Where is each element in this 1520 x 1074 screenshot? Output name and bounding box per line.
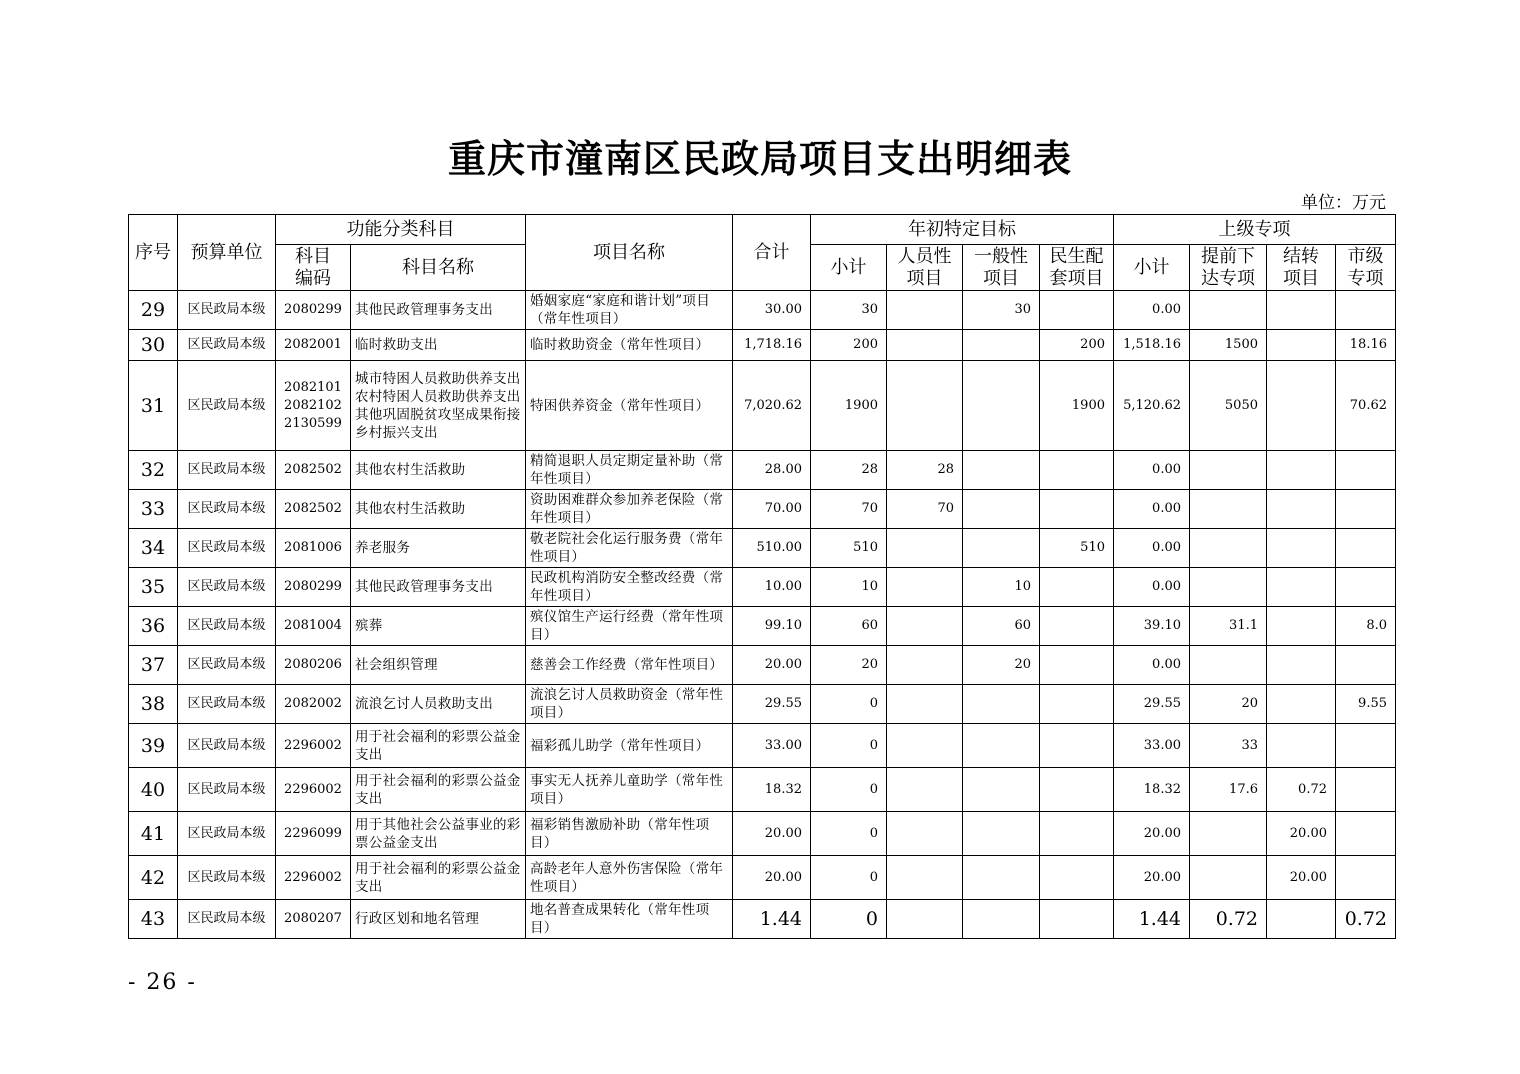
table-row	[129, 724, 1396, 768]
row-general: 10	[963, 568, 1040, 607]
row-seq: 34	[129, 529, 178, 568]
table-row	[129, 291, 1396, 330]
row-unit: 区民政局本级	[178, 361, 276, 451]
row-unit: 区民政局本级	[178, 330, 276, 361]
header-project: 项目名称	[526, 215, 733, 291]
page-title: 重庆市潼南区民政局项目支出明细表	[447, 136, 1072, 181]
row-unit: 区民政局本级	[178, 646, 276, 685]
row-code: 2080206	[276, 646, 351, 685]
header-city: 市级专项	[1336, 245, 1396, 291]
row-code: 2080299	[276, 568, 351, 607]
header-target-group: 年初特定目标	[811, 215, 1114, 245]
header-unit: 预算单位	[178, 215, 276, 291]
row-city	[1336, 529, 1396, 568]
row-city: 70.62	[1336, 361, 1396, 451]
row-advance: 20	[1190, 685, 1267, 724]
row-total: 70.00	[733, 490, 811, 529]
row-subject: 流浪乞讨人员救助支出	[351, 685, 526, 724]
row-unit: 区民政局本级	[178, 685, 276, 724]
row-target-subtotal: 0	[811, 724, 887, 768]
table-row	[129, 900, 1396, 939]
row-subject: 其他民政管理事务支出	[351, 291, 526, 330]
row-subject: 用于社会福利的彩票公益金支出	[351, 724, 526, 768]
row-livelihood	[1040, 900, 1114, 939]
row-livelihood	[1040, 685, 1114, 724]
row-carry	[1267, 451, 1336, 490]
row-general	[963, 361, 1040, 451]
row-total: 20.00	[733, 856, 811, 900]
row-upper-subtotal: 0.00	[1114, 291, 1190, 330]
row-advance: 17.6	[1190, 768, 1267, 812]
row-advance	[1190, 646, 1267, 685]
row-livelihood	[1040, 812, 1114, 856]
row-personnel	[887, 768, 963, 812]
row-city: 18.16	[1336, 330, 1396, 361]
row-subject: 用于其他社会公益事业的彩票公益金支出	[351, 812, 526, 856]
row-advance: 0.72	[1190, 900, 1267, 939]
row-advance	[1190, 568, 1267, 607]
row-personnel	[887, 291, 963, 330]
header-seq: 序号	[129, 215, 178, 291]
row-seq: 41	[129, 812, 178, 856]
row-unit: 区民政局本级	[178, 529, 276, 568]
row-city	[1336, 724, 1396, 768]
row-unit: 区民政局本级	[178, 900, 276, 939]
row-carry: 20.00	[1267, 812, 1336, 856]
row-livelihood: 200	[1040, 330, 1114, 361]
row-upper-subtotal: 0.00	[1114, 490, 1190, 529]
row-total: 510.00	[733, 529, 811, 568]
row-total: 20.00	[733, 812, 811, 856]
table-row	[129, 812, 1396, 856]
row-livelihood	[1040, 568, 1114, 607]
row-personnel	[887, 812, 963, 856]
table-row	[129, 685, 1396, 724]
row-code: 2080299	[276, 291, 351, 330]
row-seq: 29	[129, 291, 178, 330]
row-subject: 养老服务	[351, 529, 526, 568]
row-project: 特困供养资金（常年性项目）	[526, 361, 733, 451]
row-target-subtotal: 510	[811, 529, 887, 568]
row-upper-subtotal: 29.55	[1114, 685, 1190, 724]
row-city	[1336, 812, 1396, 856]
row-general: 20	[963, 646, 1040, 685]
row-unit: 区民政局本级	[178, 768, 276, 812]
header-total: 合计	[733, 215, 811, 291]
header-carry: 结转项目	[1267, 245, 1336, 291]
row-total: 30.00	[733, 291, 811, 330]
row-city	[1336, 490, 1396, 529]
row-unit: 区民政局本级	[178, 607, 276, 646]
project-expenditure-table	[128, 214, 1396, 939]
row-target-subtotal: 0	[811, 812, 887, 856]
row-carry	[1267, 607, 1336, 646]
header-target-subtotal: 小计	[811, 245, 887, 291]
row-upper-subtotal: 0.00	[1114, 568, 1190, 607]
row-code: 2080207	[276, 900, 351, 939]
row-subject: 临时救助支出	[351, 330, 526, 361]
row-unit: 区民政局本级	[178, 490, 276, 529]
row-unit: 区民政局本级	[178, 291, 276, 330]
row-code: 2296099	[276, 812, 351, 856]
row-general	[963, 812, 1040, 856]
row-total: 7,020.62	[733, 361, 811, 451]
row-personnel: 70	[887, 490, 963, 529]
row-carry: 0.72	[1267, 768, 1336, 812]
row-project: 精简退职人员定期定量补助（常年性项目）	[526, 451, 733, 490]
table-row	[129, 607, 1396, 646]
row-total: 29.55	[733, 685, 811, 724]
row-personnel	[887, 724, 963, 768]
row-target-subtotal: 10	[811, 568, 887, 607]
row-seq: 36	[129, 607, 178, 646]
row-seq: 42	[129, 856, 178, 900]
row-code: 2082002	[276, 685, 351, 724]
row-project: 慈善会工作经费（常年性项目）	[526, 646, 733, 685]
header-upper-group: 上级专项	[1114, 215, 1396, 245]
row-unit: 区民政局本级	[178, 724, 276, 768]
row-project: 资助困难群众参加养老保险（常年性项目）	[526, 490, 733, 529]
row-city	[1336, 768, 1396, 812]
row-target-subtotal: 1900	[811, 361, 887, 451]
row-target-subtotal: 28	[811, 451, 887, 490]
row-code: 2082001	[276, 330, 351, 361]
row-project: 民政机构消防安全整改经费（常年性项目）	[526, 568, 733, 607]
row-project: 事实无人抚养儿童助学（常年性项目）	[526, 768, 733, 812]
row-personnel	[887, 646, 963, 685]
row-target-subtotal: 60	[811, 607, 887, 646]
row-seq: 35	[129, 568, 178, 607]
row-total: 28.00	[733, 451, 811, 490]
row-code: 2081004	[276, 607, 351, 646]
row-total: 18.32	[733, 768, 811, 812]
row-project: 临时救助资金（常年性项目）	[526, 330, 733, 361]
row-advance	[1190, 291, 1267, 330]
header-code: 科目编码	[276, 245, 351, 291]
row-subject: 行政区划和地名管理	[351, 900, 526, 939]
row-city	[1336, 451, 1396, 490]
row-seq: 37	[129, 646, 178, 685]
header-upper-subtotal: 小计	[1114, 245, 1190, 291]
row-livelihood	[1040, 724, 1114, 768]
row-unit: 区民政局本级	[178, 451, 276, 490]
row-upper-subtotal: 33.00	[1114, 724, 1190, 768]
row-target-subtotal: 30	[811, 291, 887, 330]
row-advance: 33	[1190, 724, 1267, 768]
row-upper-subtotal: 20.00	[1114, 856, 1190, 900]
row-city	[1336, 856, 1396, 900]
row-city	[1336, 646, 1396, 685]
row-upper-subtotal: 1.44	[1114, 900, 1190, 939]
row-livelihood	[1040, 291, 1114, 330]
row-general	[963, 900, 1040, 939]
row-general	[963, 490, 1040, 529]
header-subject: 科目名称	[351, 245, 526, 291]
row-code: 2296002	[276, 724, 351, 768]
row-seq: 30	[129, 330, 178, 361]
row-advance: 1500	[1190, 330, 1267, 361]
row-code: 2082502	[276, 451, 351, 490]
unit-label: 单位：万元	[1301, 193, 1386, 213]
row-personnel	[887, 330, 963, 361]
row-general	[963, 451, 1040, 490]
row-livelihood: 1900	[1040, 361, 1114, 451]
row-general: 60	[963, 607, 1040, 646]
row-subject: 其他农村生活救助	[351, 490, 526, 529]
row-target-subtotal: 0	[811, 768, 887, 812]
row-general	[963, 768, 1040, 812]
row-seq: 31	[129, 361, 178, 451]
row-general	[963, 724, 1040, 768]
row-personnel	[887, 900, 963, 939]
row-general	[963, 330, 1040, 361]
row-code: 2082502	[276, 490, 351, 529]
row-code: 2081006	[276, 529, 351, 568]
row-seq: 43	[129, 900, 178, 939]
row-subject: 殡葬	[351, 607, 526, 646]
row-subject: 用于社会福利的彩票公益金支出	[351, 856, 526, 900]
row-carry	[1267, 330, 1336, 361]
row-code: 2296002	[276, 856, 351, 900]
row-general	[963, 529, 1040, 568]
table-body	[129, 291, 1396, 939]
row-target-subtotal: 0	[811, 685, 887, 724]
row-total: 1,718.16	[733, 330, 811, 361]
row-livelihood	[1040, 607, 1114, 646]
row-carry	[1267, 724, 1336, 768]
row-carry	[1267, 490, 1336, 529]
row-target-subtotal: 20	[811, 646, 887, 685]
row-livelihood	[1040, 856, 1114, 900]
row-carry	[1267, 529, 1336, 568]
row-total: 99.10	[733, 607, 811, 646]
row-personnel	[887, 685, 963, 724]
row-unit: 区民政局本级	[178, 812, 276, 856]
row-advance: 31.1	[1190, 607, 1267, 646]
row-carry	[1267, 685, 1336, 724]
table-row	[129, 330, 1396, 361]
table-row	[129, 529, 1396, 568]
row-project: 殡仪馆生产运行经费（常年性项目）	[526, 607, 733, 646]
row-city	[1336, 568, 1396, 607]
table-row	[129, 490, 1396, 529]
row-upper-subtotal: 1,518.16	[1114, 330, 1190, 361]
row-upper-subtotal: 0.00	[1114, 529, 1190, 568]
row-subject: 城市特困人员救助供养支出 农村特困人员救助供养支出 其他巩固脱贫攻坚成果衔接乡村振兴支出	[351, 361, 526, 451]
row-personnel: 28	[887, 451, 963, 490]
row-upper-subtotal: 0.00	[1114, 646, 1190, 685]
row-unit: 区民政局本级	[178, 568, 276, 607]
row-upper-subtotal: 39.10	[1114, 607, 1190, 646]
row-city: 8.0	[1336, 607, 1396, 646]
row-project: 流浪乞讨人员救助资金（常年性项目）	[526, 685, 733, 724]
row-personnel	[887, 361, 963, 451]
row-seq: 33	[129, 490, 178, 529]
table-row	[129, 768, 1396, 812]
row-subject: 其他农村生活救助	[351, 451, 526, 490]
row-subject: 社会组织管理	[351, 646, 526, 685]
row-target-subtotal: 0	[811, 900, 887, 939]
row-city: 0.72	[1336, 900, 1396, 939]
header-general: 一般性项目	[963, 245, 1040, 291]
row-livelihood	[1040, 768, 1114, 812]
row-livelihood: 510	[1040, 529, 1114, 568]
row-advance	[1190, 812, 1267, 856]
header-function-group: 功能分类科目	[276, 215, 526, 245]
row-upper-subtotal: 5,120.62	[1114, 361, 1190, 451]
row-code: 2082101 2082102 2130599	[276, 361, 351, 451]
row-carry	[1267, 361, 1336, 451]
table-row	[129, 646, 1396, 685]
row-carry	[1267, 900, 1336, 939]
row-project: 敬老院社会化运行服务费（常年性项目）	[526, 529, 733, 568]
row-advance	[1190, 856, 1267, 900]
row-personnel	[887, 607, 963, 646]
row-upper-subtotal: 20.00	[1114, 812, 1190, 856]
header-livelihood: 民生配套项目	[1040, 245, 1114, 291]
row-advance: 5050	[1190, 361, 1267, 451]
row-advance	[1190, 451, 1267, 490]
row-code: 2296002	[276, 768, 351, 812]
row-target-subtotal: 70	[811, 490, 887, 529]
row-target-subtotal: 200	[811, 330, 887, 361]
row-total: 10.00	[733, 568, 811, 607]
row-carry: 20.00	[1267, 856, 1336, 900]
row-project: 婚姻家庭“家庭和谐计划”项目（常年性项目）	[526, 291, 733, 330]
row-unit: 区民政局本级	[178, 856, 276, 900]
row-livelihood	[1040, 646, 1114, 685]
header-advance: 提前下达专项	[1190, 245, 1267, 291]
table-row	[129, 856, 1396, 900]
row-target-subtotal: 0	[811, 856, 887, 900]
row-project: 福彩孤儿助学（常年性项目）	[526, 724, 733, 768]
row-project: 高龄老年人意外伤害保险（常年性项目）	[526, 856, 733, 900]
table-row	[129, 361, 1396, 451]
row-subject: 其他民政管理事务支出	[351, 568, 526, 607]
row-upper-subtotal: 0.00	[1114, 451, 1190, 490]
row-seq: 40	[129, 768, 178, 812]
row-city	[1336, 291, 1396, 330]
row-seq: 39	[129, 724, 178, 768]
row-livelihood	[1040, 451, 1114, 490]
row-personnel	[887, 529, 963, 568]
table-row	[129, 568, 1396, 607]
row-general	[963, 685, 1040, 724]
row-livelihood	[1040, 490, 1114, 529]
row-total: 1.44	[733, 900, 811, 939]
row-total: 33.00	[733, 724, 811, 768]
header-personnel: 人员性项目	[887, 245, 963, 291]
row-carry	[1267, 646, 1336, 685]
row-project: 地名普查成果转化（常年性项目）	[526, 900, 733, 939]
row-seq: 38	[129, 685, 178, 724]
row-upper-subtotal: 18.32	[1114, 768, 1190, 812]
row-city: 9.55	[1336, 685, 1396, 724]
row-personnel	[887, 856, 963, 900]
page-number: - 26 -	[128, 970, 197, 995]
row-personnel	[887, 568, 963, 607]
table-row	[129, 451, 1396, 490]
row-carry	[1267, 568, 1336, 607]
row-general: 30	[963, 291, 1040, 330]
row-subject: 用于社会福利的彩票公益金支出	[351, 768, 526, 812]
row-carry	[1267, 291, 1336, 330]
row-project: 福彩销售激励补助（常年性项目）	[526, 812, 733, 856]
row-total: 20.00	[733, 646, 811, 685]
row-seq: 32	[129, 451, 178, 490]
row-advance	[1190, 490, 1267, 529]
row-general	[963, 856, 1040, 900]
row-advance	[1190, 529, 1267, 568]
